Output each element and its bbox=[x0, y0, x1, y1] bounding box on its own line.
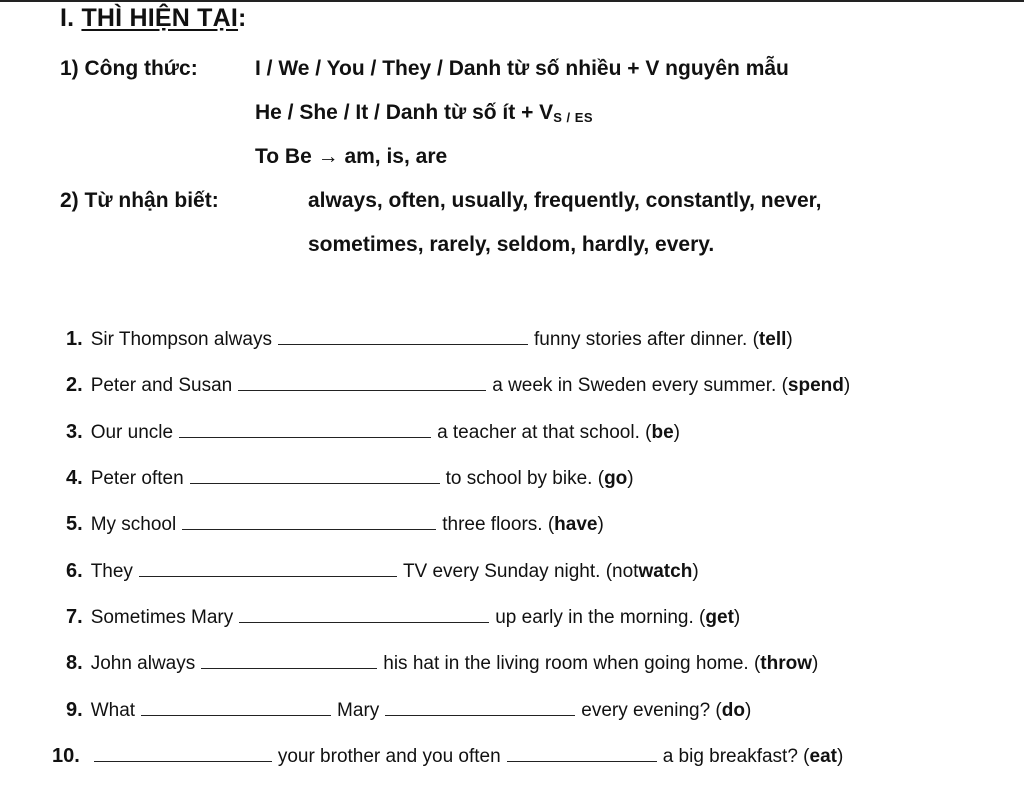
exercise-text: ) bbox=[843, 375, 851, 396]
exercise-number: 9. bbox=[66, 699, 83, 721]
verb-hint: go bbox=[604, 468, 628, 489]
section-title-prefix: I. bbox=[60, 4, 82, 32]
answer-blank[interactable] bbox=[278, 330, 528, 345]
section-title-suffix: : bbox=[238, 4, 247, 32]
exercise-number: 6. bbox=[66, 560, 83, 582]
exercise-text: ) bbox=[597, 514, 604, 535]
exercise-text: What bbox=[90, 700, 136, 721]
signals-label: 2) Từ nhận biết: bbox=[60, 189, 219, 212]
exercise-text: Our uncle bbox=[90, 422, 174, 443]
exercise-text: his hat in the living room when going home. ( bbox=[383, 653, 761, 674]
answer-blank[interactable] bbox=[238, 376, 486, 391]
verb-hint: eat bbox=[809, 746, 837, 767]
exercise-item bbox=[66, 328, 793, 351]
signals-line-1: always, often, usually, frequently, constantly, never, bbox=[308, 189, 822, 212]
answer-blank[interactable] bbox=[190, 469, 440, 484]
exercise-number: 4. bbox=[66, 467, 83, 489]
exercise-item bbox=[66, 606, 740, 629]
exercise-text: to school by bike. ( bbox=[445, 468, 605, 489]
exercise-text: ) bbox=[733, 607, 741, 628]
verb-hint: spend bbox=[787, 375, 844, 396]
formula-label: 1) Công thức: bbox=[60, 57, 198, 80]
answer-blank[interactable] bbox=[141, 701, 331, 716]
exercise-number: 5. bbox=[66, 513, 83, 535]
exercise-text: a big breakfast? ( bbox=[662, 746, 810, 767]
exercise-number: 1. bbox=[66, 328, 83, 350]
verb-hint: throw bbox=[760, 653, 813, 674]
answer-blank[interactable] bbox=[239, 608, 489, 623]
exercise-text: three floors. ( bbox=[442, 514, 555, 535]
exercise-text: Peter and Susan bbox=[90, 375, 233, 396]
verb-hint: be bbox=[651, 422, 674, 443]
exercise-text: Sir Thompson always bbox=[90, 329, 272, 350]
exercise-text: ) bbox=[673, 422, 680, 443]
exercise-text: Sometimes Mary bbox=[90, 607, 234, 628]
top-border-line bbox=[0, 0, 1024, 2]
formula-line-plural: I / We / You / They / Danh từ số nhiều + V nguyên mẫu bbox=[255, 57, 789, 80]
verb-hint: have bbox=[554, 514, 598, 535]
exercise-text: They bbox=[90, 561, 133, 582]
exercise-number: 2. bbox=[66, 374, 83, 396]
exercise-item bbox=[66, 374, 850, 397]
exercise-text: a teacher at that school. ( bbox=[437, 422, 652, 443]
formula-line-singular-text: He / She / It / Danh từ số ít + V bbox=[255, 101, 554, 124]
exercise-text: ) bbox=[627, 468, 634, 489]
signals-line-2: sometimes, rarely, seldom, hardly, every. bbox=[308, 233, 715, 256]
exercise-text: Peter often bbox=[90, 468, 184, 489]
exercise-text: your brother and you often bbox=[277, 746, 501, 767]
exercise-item bbox=[66, 560, 699, 583]
exercise-text: up early in the morning. ( bbox=[495, 607, 706, 628]
verb-hint: get bbox=[705, 607, 734, 628]
exercise-text: TV every Sunday night. (not bbox=[402, 561, 639, 582]
exercise-text: ) bbox=[786, 329, 793, 350]
exercise-item bbox=[66, 699, 751, 722]
exercise-item bbox=[66, 467, 634, 490]
exercise-item bbox=[66, 652, 818, 675]
exercise-text: ) bbox=[744, 700, 752, 721]
formula-line-to-be: To Be → am, is, are bbox=[255, 145, 448, 168]
verb-hint: tell bbox=[758, 329, 787, 350]
formula-suffix-s-es: S / ES bbox=[553, 110, 594, 125]
exercise-text: Mary bbox=[337, 700, 380, 721]
exercise-number: 10. bbox=[52, 745, 80, 767]
exercise-text: ) bbox=[692, 561, 699, 582]
answer-blank[interactable] bbox=[94, 747, 272, 762]
section-title bbox=[60, 4, 247, 33]
exercise-text: John always bbox=[90, 653, 196, 674]
exercise-number: 8. bbox=[66, 652, 83, 674]
section-title-main: THÌ HIỆN TẠI bbox=[81, 4, 239, 32]
answer-blank[interactable] bbox=[179, 423, 431, 438]
verb-hint: do bbox=[721, 700, 745, 721]
exercise-number: 7. bbox=[66, 606, 83, 628]
exercise-text: ) bbox=[812, 653, 819, 674]
exercise-text: ) bbox=[836, 746, 844, 767]
answer-blank[interactable] bbox=[182, 515, 436, 530]
exercise-text: My school bbox=[90, 514, 177, 535]
exercise-item bbox=[66, 513, 604, 536]
exercise-item bbox=[66, 421, 680, 444]
answer-blank[interactable] bbox=[139, 562, 397, 577]
answer-blank[interactable] bbox=[201, 654, 377, 669]
exercise-item bbox=[52, 745, 843, 768]
exercise-number: 3. bbox=[66, 421, 83, 443]
exercise-text: a week in Sweden every summer. ( bbox=[492, 375, 788, 396]
verb-hint: watch bbox=[638, 561, 693, 582]
answer-blank[interactable] bbox=[385, 701, 575, 716]
answer-blank[interactable] bbox=[507, 747, 657, 762]
exercise-text: every evening? ( bbox=[581, 700, 722, 721]
formula-line-singular bbox=[255, 101, 593, 125]
exercise-text: funny stories after dinner. ( bbox=[533, 329, 759, 350]
